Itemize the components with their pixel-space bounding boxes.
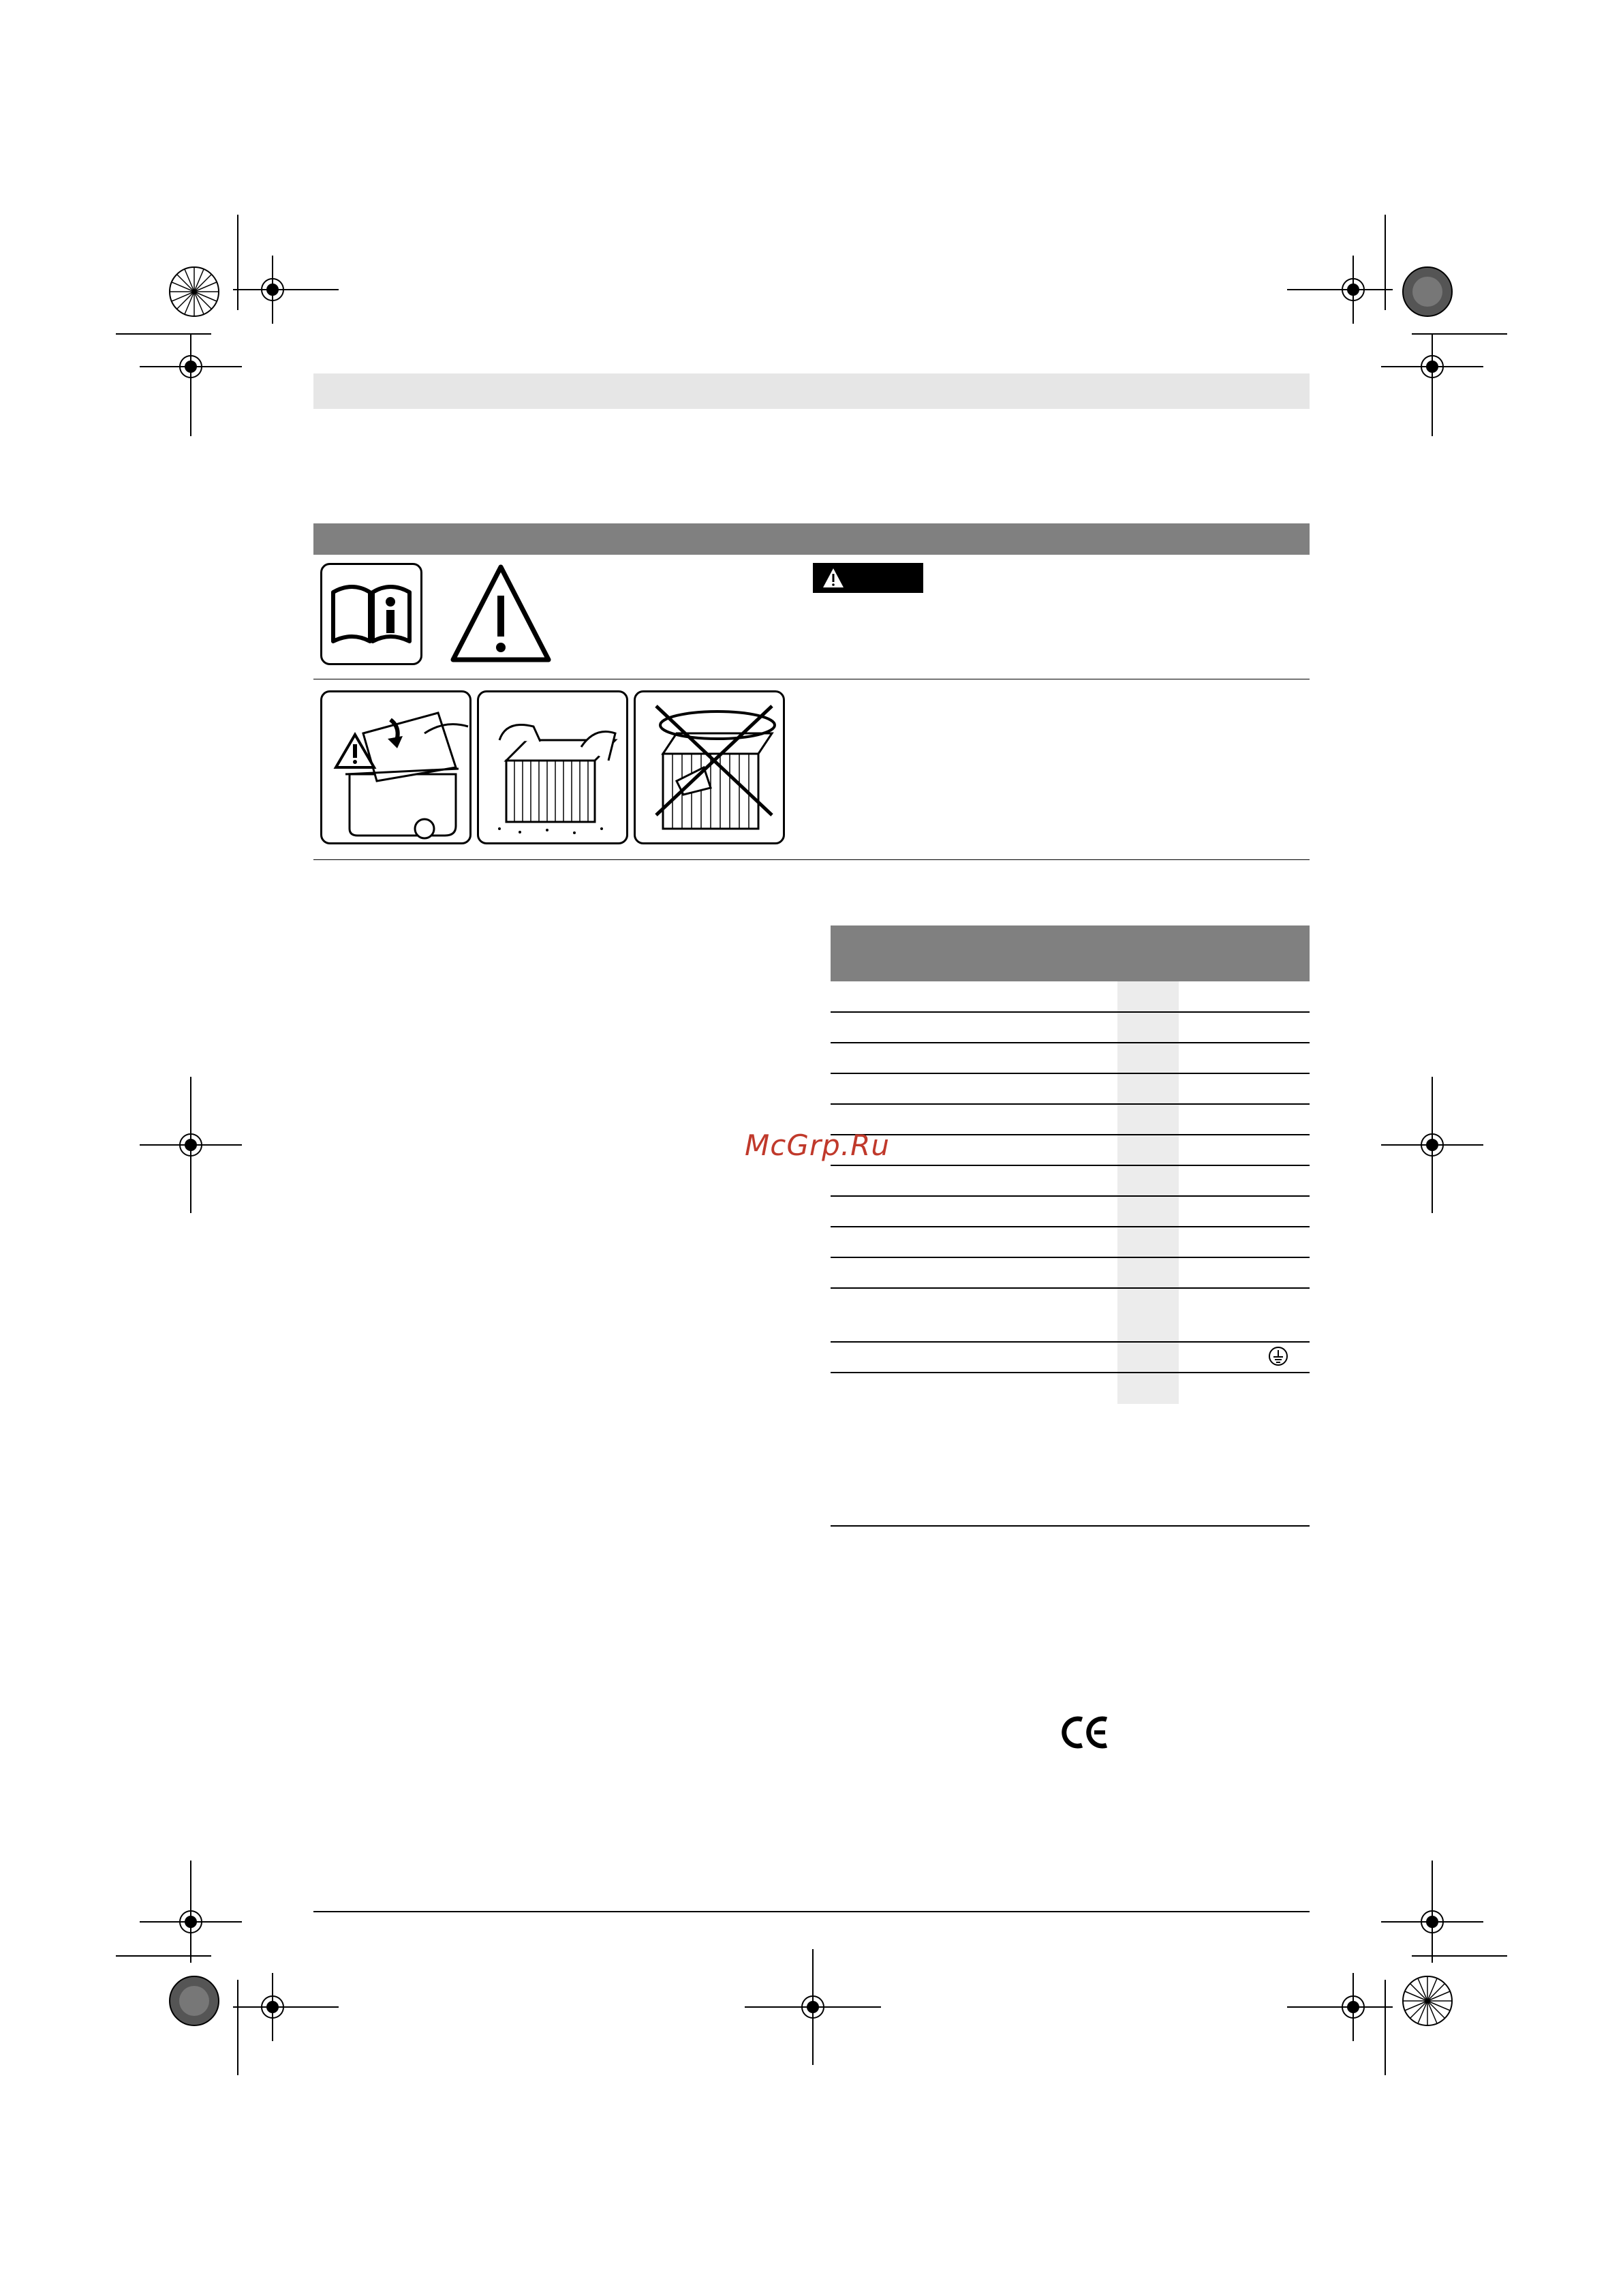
table-row: [831, 1372, 1310, 1373]
color-calibration-wheel-icon: [1402, 266, 1453, 318]
registration-mark-icon: [1381, 1861, 1483, 1963]
warning-triangle-icon: [446, 560, 555, 669]
warning-label: [813, 563, 923, 593]
registration-mark-icon: [745, 1949, 881, 2085]
warning-triangle-icon: [818, 563, 848, 593]
registration-mark-icon: [1381, 1077, 1483, 1213]
table-row: [831, 1073, 1310, 1074]
table-row: [831, 1525, 1310, 1527]
color-calibration-wheel-icon: [168, 1975, 220, 2027]
page-header-bar: [313, 373, 1310, 409]
table-row: [831, 1287, 1310, 1289]
watermark: McGrp.Ru: [745, 1129, 890, 1162]
footer-rule: [313, 1911, 1310, 1912]
registration-mark-icon: [1287, 256, 1396, 324]
ce-mark-icon: [1062, 1715, 1111, 1749]
table-row: [831, 1226, 1310, 1227]
registration-mark-icon: [140, 334, 242, 436]
table-row: [831, 1134, 1310, 1135]
color-calibration-wheel-icon: [168, 266, 220, 318]
table-row: [831, 1011, 1310, 1013]
table-shaded-column: [1117, 981, 1179, 1404]
table-header: [831, 925, 1310, 981]
registration-mark-icon: [140, 1077, 242, 1213]
table-row: [831, 1195, 1310, 1197]
illustration-filter-tapping: [477, 690, 628, 844]
registration-mark-icon: [1287, 1973, 1396, 2041]
registration-mark-icon: [233, 1973, 342, 2041]
ground-symbol-icon: [1267, 1345, 1289, 1367]
table-row: [831, 1103, 1310, 1105]
table-row: [831, 1165, 1310, 1166]
table-row: [831, 1042, 1310, 1043]
section-title-bar: [313, 523, 1310, 555]
manual-info-icon: [320, 563, 422, 665]
registration-mark-icon: [233, 256, 342, 324]
table-row: [831, 1341, 1310, 1343]
registration-mark-icon: [1381, 334, 1483, 436]
illustration-vacuum-lid: [320, 690, 472, 844]
color-calibration-wheel-icon: [1402, 1975, 1453, 2027]
divider: [313, 859, 1310, 860]
registration-mark-icon: [140, 1861, 242, 1963]
table-row: [831, 1257, 1310, 1258]
illustration-filter-do-not-brush: [634, 690, 785, 844]
